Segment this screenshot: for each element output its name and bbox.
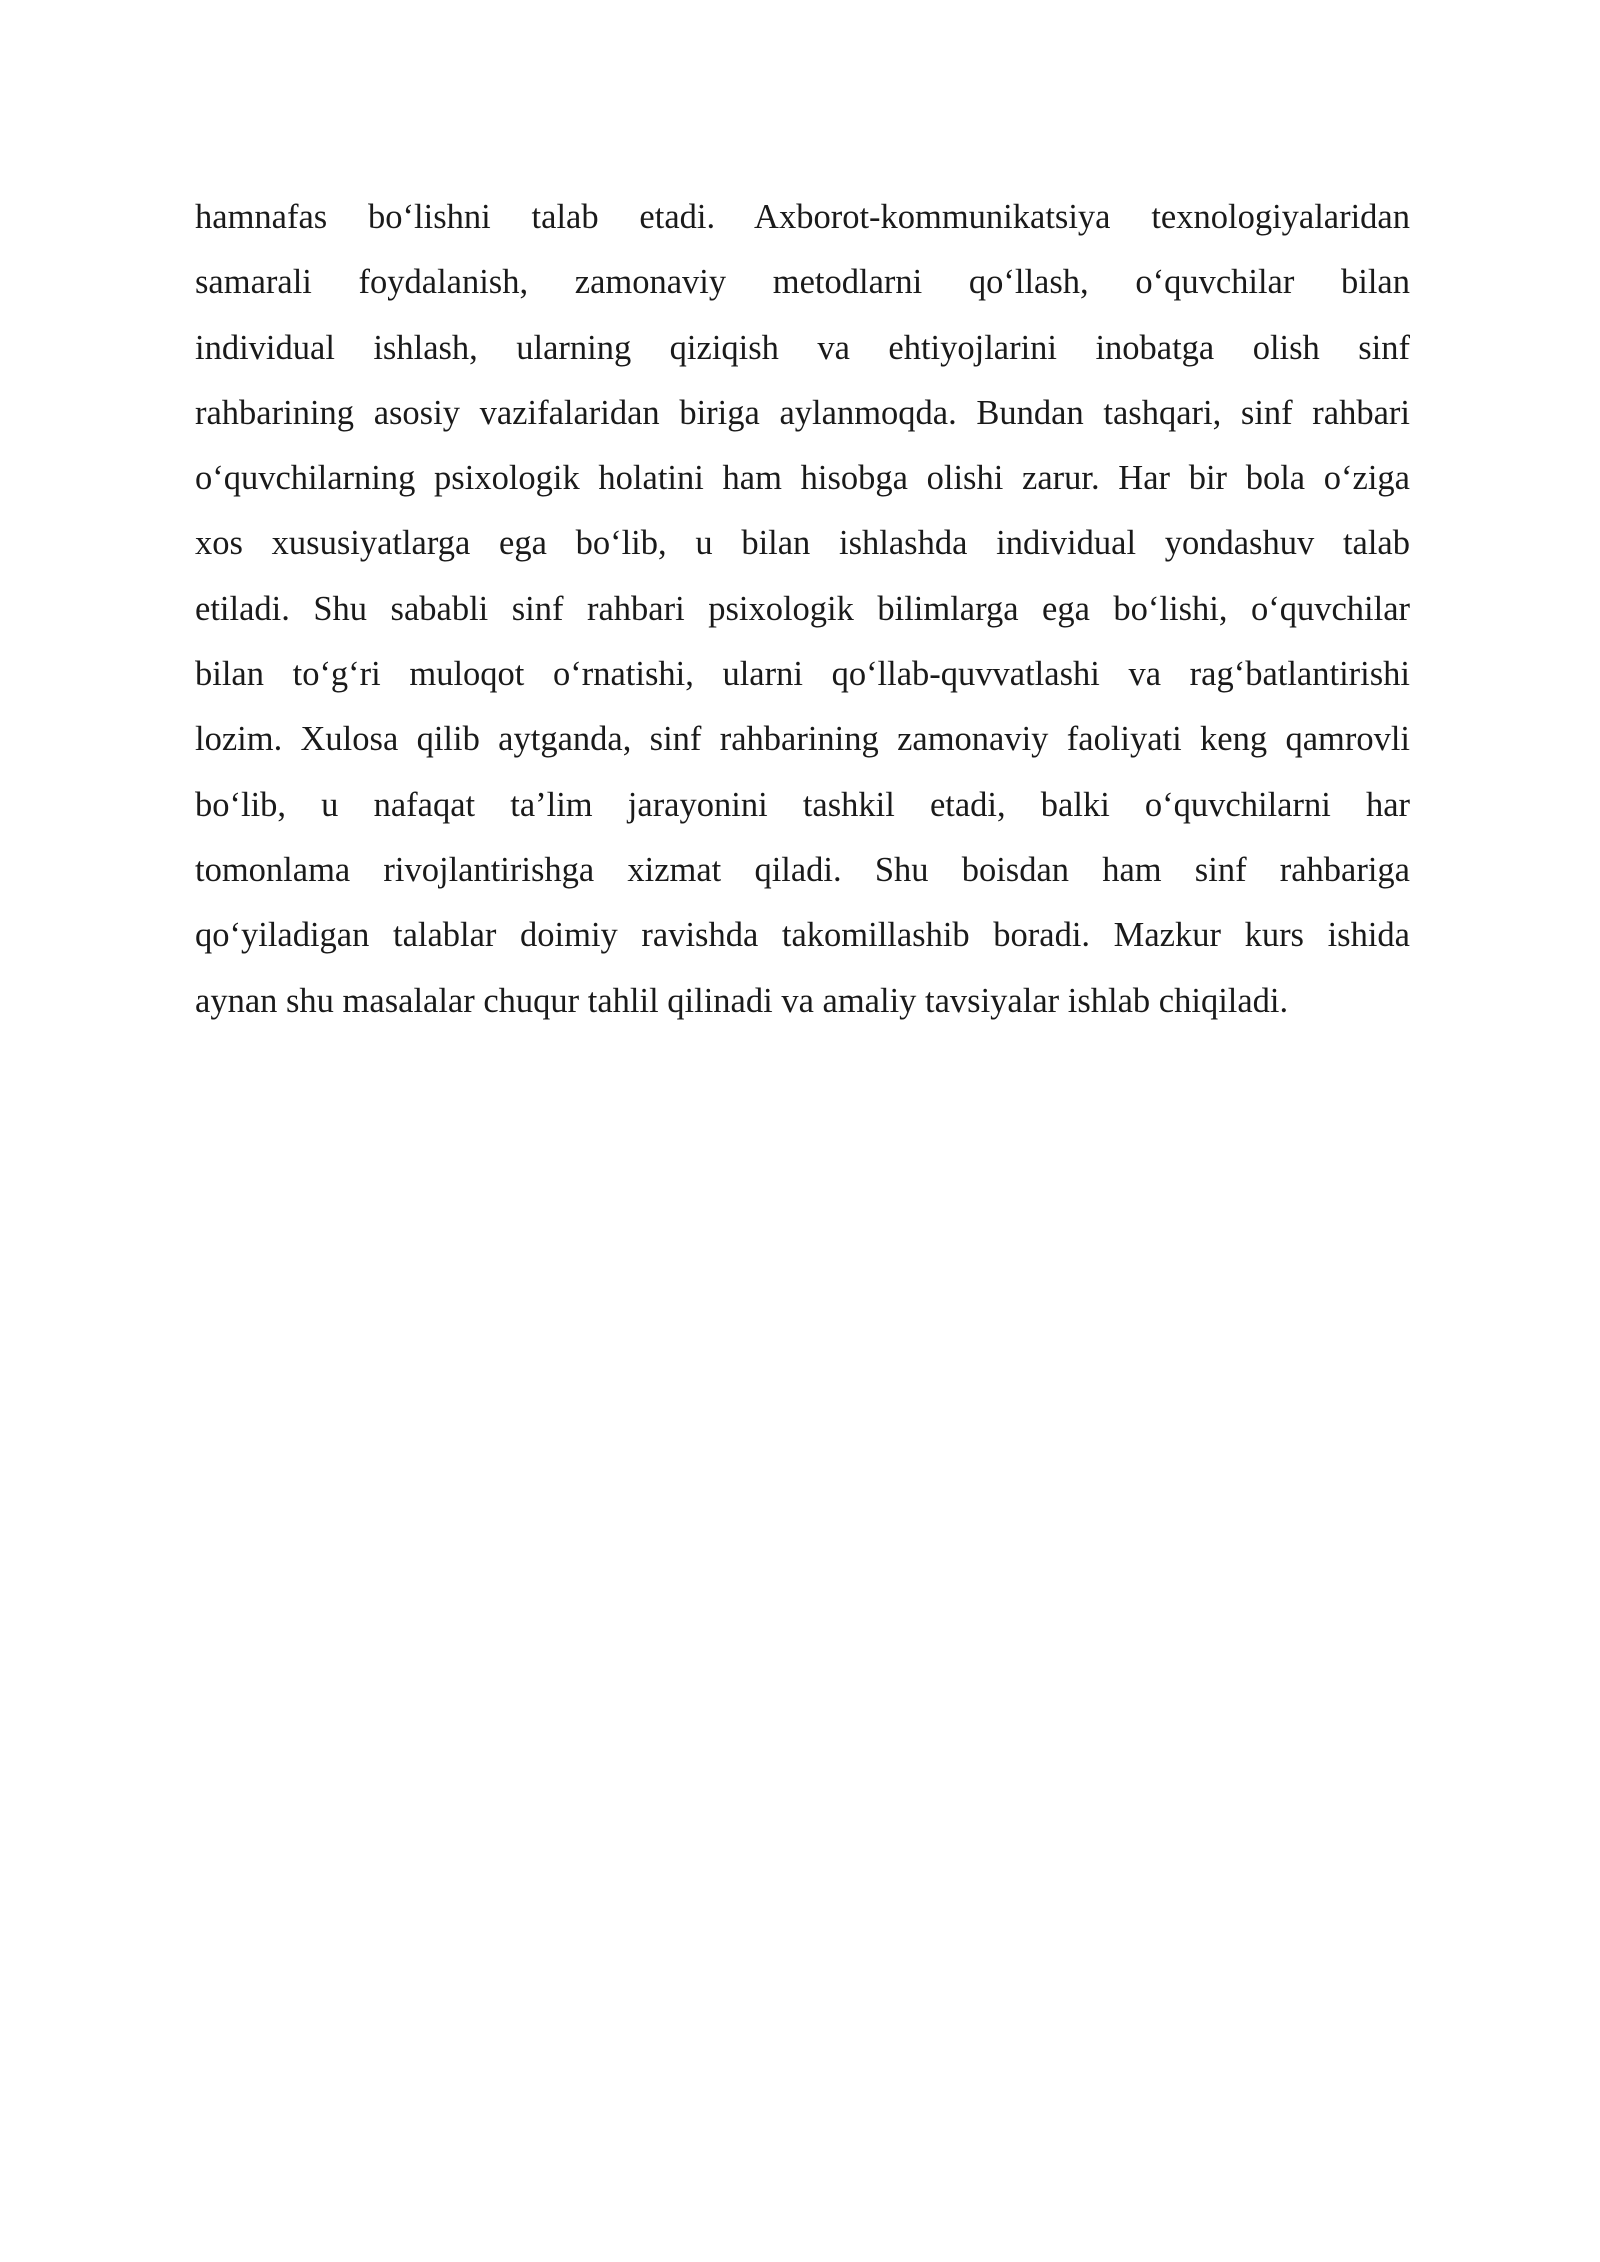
text-line: qo‘yiladigan talablar doimiy ravishda takomillashib boradi. Mazkur kurs ishida xyxy=(195,916,1410,955)
text-line: samarali foydalanish, zamonaviy metodlarni qo‘llash, o‘quvchilar bilan xyxy=(195,263,1410,302)
text-line: tomonlama rivojlantirishga xizmat qiladi. Shu boisdan ham sinf rahbariga xyxy=(195,850,1410,889)
text-line: o‘quvchilarning psixologik holatini ham hisobga olishi zarur. Har bir bola o‘ziga xyxy=(195,459,1410,498)
text-line: xos xususiyatlarga ega bo‘lib, u bilan ishlashda individual yondashuv talab xyxy=(195,524,1410,563)
text-line: etiladi. Shu sababli sinf rahbari psixologik bilimlarga ega bo‘lishi, o‘quvchilar xyxy=(195,589,1410,628)
text-line: lozim. Xulosa qilib aytganda, sinf rahbarining zamonaviy faoliyati keng qamrovli xyxy=(195,720,1410,759)
text-line-last: aynan shu masalalar chuqur tahlil qilinadi va amaliy tavsiyalar ishlab chiqiladi. xyxy=(195,981,1289,1020)
body-paragraph xyxy=(195,185,1410,1034)
text-line: hamnafas bo‘lishni talab etadi. Axborot-kommunikatsiya texnologiyalaridan xyxy=(195,198,1410,236)
text-line: bo‘lib, u nafaqat ta’lim jarayonini tashkil etadi, balki o‘quvchilarni har xyxy=(195,785,1410,824)
text-line: bilan to‘g‘ri muloqot o‘rnatishi, ularni qo‘llab-quvvatlashi va rag‘batlantirishi xyxy=(195,655,1410,694)
text-line: rahbarining asosiy vazifalaridan biriga aylanmoqda. Bundan tashqari, sinf rahbari xyxy=(195,393,1410,432)
text-line: individual ishlash, ularning qiziqish va ehtiyojlarini inobatga olish sinf xyxy=(195,328,1410,367)
